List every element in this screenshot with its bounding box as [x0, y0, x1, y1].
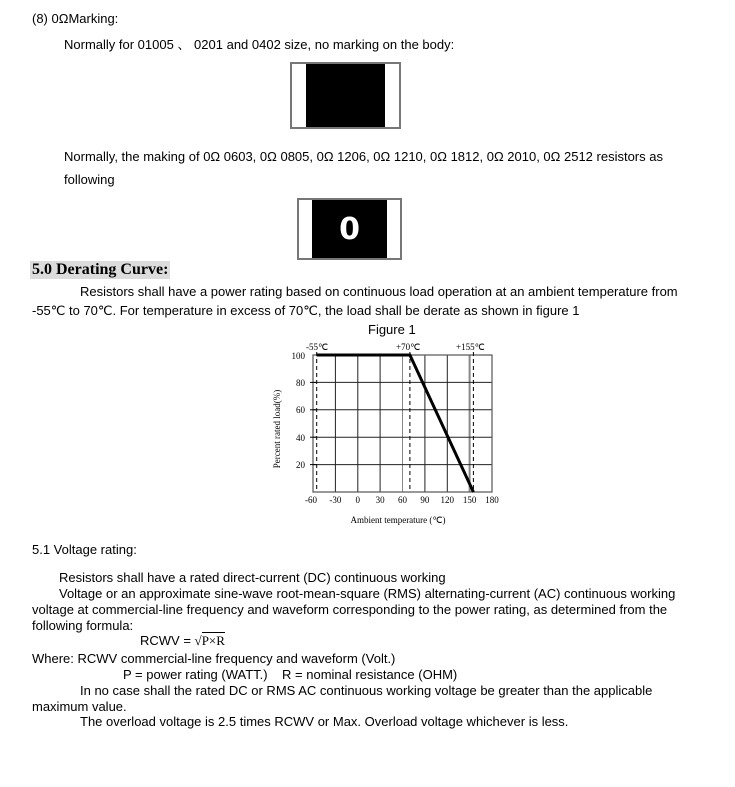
- formula-rhs: P×R: [201, 633, 225, 648]
- svg-text:60: 60: [296, 405, 305, 415]
- formula-lhs: RCWV =: [140, 633, 195, 648]
- section-5-0-para-line2: -55℃ to 70℃. For temperature in excess of 70℃, the load shall be derate as shown in figure 1: [32, 303, 580, 318]
- chip-marking-text: 0: [339, 211, 360, 247]
- section-8-line2a: Normally, the making of 0Ω 0603, 0Ω 0805, 0Ω 1206, 0Ω 1210, 0Ω 1812, 0Ω 2010, 0Ω 2512 resistors as: [64, 149, 663, 164]
- svg-text:90: 90: [420, 495, 430, 505]
- section-5-1-line1: Resistors shall have a rated direct-current (DC) continuous working: [59, 570, 446, 585]
- chart-reference-lines: [317, 352, 474, 492]
- section-5-1-heading: 5.1 Voltage rating:: [32, 542, 137, 557]
- svg-text:150: 150: [462, 495, 477, 505]
- derating-chart: [262, 338, 507, 530]
- chip-marked-diagram: [297, 198, 402, 260]
- svg-text:100: 100: [291, 351, 305, 361]
- section-5-1-line4: following formula:: [32, 618, 134, 633]
- rcwv-formula: [140, 633, 225, 649]
- svg-text:40: 40: [296, 433, 305, 443]
- overload-line: The overload voltage is 2.5 times RCWV or Max. Overload voltage whichever is less.: [80, 714, 569, 729]
- annotation-plus-70: +70℃: [396, 342, 421, 352]
- svg-text:-30: -30: [329, 495, 342, 505]
- svg-text:60: 60: [398, 495, 407, 505]
- nocase-line1: In no case shall the rated DC or RMS AC continuous working voltage be greater than the applicable: [80, 683, 653, 698]
- y-tick-labels: [292, 351, 306, 470]
- figure-caption: Figure 1: [368, 322, 416, 337]
- annotation-plus-155: +155℃: [456, 342, 485, 352]
- section-8-line2b: following: [64, 172, 115, 187]
- section-8-title: (8) 0ΩMarking:: [32, 11, 119, 26]
- where-line: Where: RCWV commercial-line frequency and waveform (Volt.): [32, 651, 396, 666]
- svg-text:20: 20: [296, 460, 305, 470]
- power-resistance-line: P = power rating (WATT.) R = nominal resistance (OHM): [123, 667, 458, 682]
- section-5-1-line2: Voltage or an approximate sine-wave root-mean-square (RMS) alternating-current (AC) continuous working: [59, 586, 676, 601]
- sqrt-icon: √: [194, 633, 202, 648]
- svg-text:30: 30: [375, 495, 385, 505]
- svg-text:0: 0: [355, 495, 361, 505]
- svg-text:-60: -60: [305, 495, 317, 505]
- chip-body: [306, 64, 385, 127]
- section-5-1-line3: voltage at commercial-line frequency and waveform corresponding to the power rating, as determined from the: [32, 602, 668, 617]
- svg-text:120: 120: [440, 495, 455, 505]
- x-axis-label: Ambient temperature (℃): [350, 515, 446, 525]
- svg-text:180: 180: [485, 495, 499, 505]
- y-axis-label: Percent rated load(%): [272, 389, 282, 469]
- annotation-minus-55: -55℃: [306, 342, 329, 352]
- nocase-line2: maximum value.: [32, 699, 127, 714]
- section-5-0-para-line1: Resistors shall have a power rating based on continuous load operation at an ambient temperature from: [80, 284, 678, 299]
- section-8-line1: Normally for 01005 、 0201 and 0402 size, no marking on the body:: [64, 37, 455, 52]
- derating-curve-line: [317, 355, 474, 492]
- x-tick-labels: [305, 495, 499, 505]
- svg-text:80: 80: [296, 378, 305, 388]
- chip-unmarked-diagram: [290, 62, 401, 129]
- section-5-0-heading: 5.0 Derating Curve:: [32, 261, 169, 278]
